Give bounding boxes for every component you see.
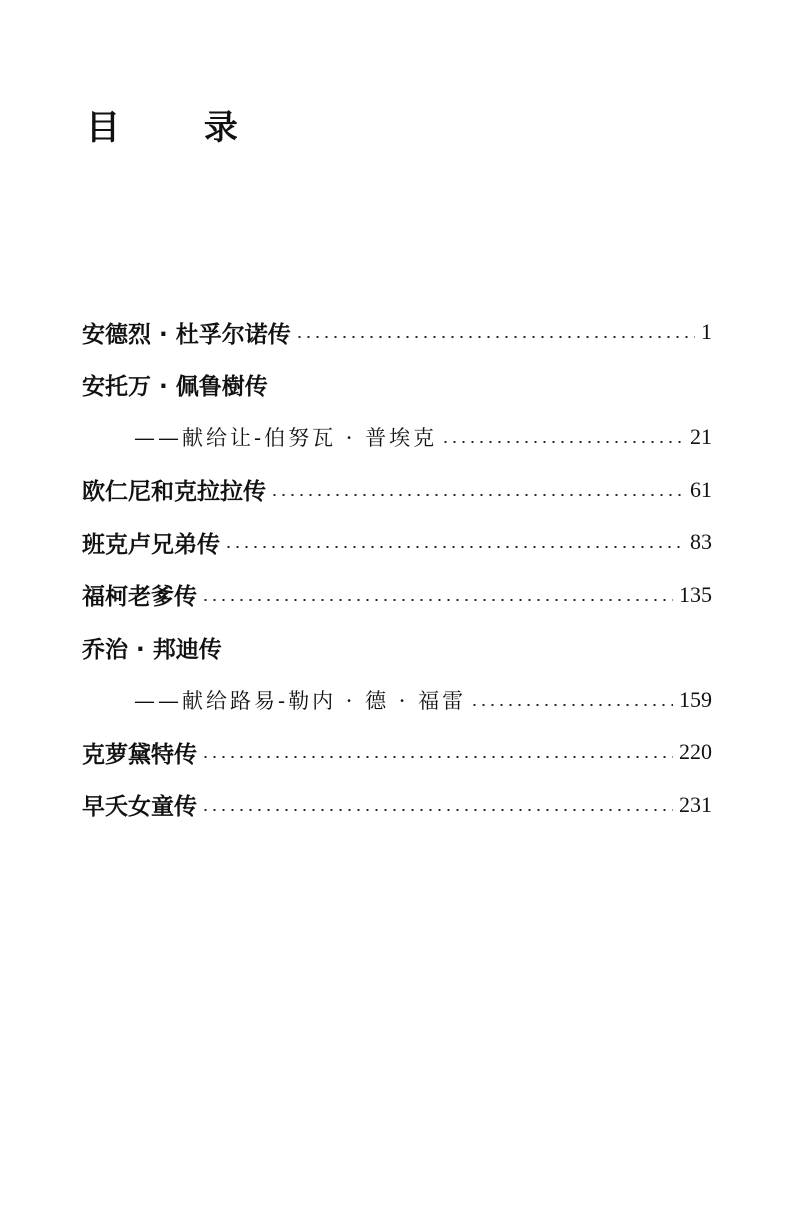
toc-entry-title: 克萝黛特传 bbox=[82, 741, 197, 768]
toc-page-number: 135 bbox=[679, 581, 712, 607]
toc-page-number: 159 bbox=[679, 686, 712, 712]
toc-entry-title: ——献给让-伯努瓦 · 普埃克 bbox=[134, 426, 438, 451]
toc-entry-dedication[interactable] bbox=[82, 411, 712, 464]
toc-entry[interactable] bbox=[82, 306, 712, 359]
toc-entry-title: 早夭女童传 bbox=[82, 794, 197, 821]
toc-entry-title: 乔治 · 邦迪传 bbox=[82, 636, 222, 663]
toc-page-number: 61 bbox=[690, 476, 712, 502]
toc-entry-dedication[interactable] bbox=[82, 674, 712, 727]
toc-entry-title: 班克卢兄弟传 bbox=[82, 531, 220, 558]
toc-entry-title: 安托万 · 佩鲁樹传 bbox=[82, 374, 268, 401]
toc-entry-title: ——献给路易-勒内 · 德 · 福雷 bbox=[134, 688, 467, 713]
toc-entry[interactable] bbox=[82, 516, 712, 569]
toc-page-number: 220 bbox=[679, 739, 712, 765]
dot-leader bbox=[470, 704, 673, 706]
dot-leader bbox=[270, 494, 684, 496]
toc-page-number: 1 bbox=[701, 319, 712, 345]
toc-entry-title: 安德烈 · 杜孚尔诺传 bbox=[82, 321, 291, 348]
dot-leader bbox=[441, 441, 684, 443]
toc-entry-title: 欧仁尼和克拉拉传 bbox=[82, 479, 266, 506]
toc-page-number: 231 bbox=[679, 791, 712, 817]
toc-entry[interactable] bbox=[82, 464, 712, 517]
toc-entry[interactable] bbox=[82, 621, 712, 674]
dot-leader bbox=[224, 546, 684, 548]
toc-entry[interactable] bbox=[82, 359, 712, 412]
toc-page-number: 83 bbox=[690, 529, 712, 555]
toc-entry[interactable] bbox=[82, 569, 712, 622]
toc-page-number: 21 bbox=[690, 424, 712, 450]
dot-leader bbox=[295, 336, 695, 338]
dot-leader bbox=[201, 756, 673, 758]
dot-leader bbox=[201, 599, 673, 601]
toc-entry-title: 福柯老爹传 bbox=[82, 584, 197, 611]
toc-entry[interactable] bbox=[82, 779, 712, 832]
page-title: 目 录 bbox=[86, 108, 274, 148]
dot-leader bbox=[201, 809, 673, 811]
toc-entry[interactable] bbox=[82, 726, 712, 779]
table-of-contents bbox=[82, 306, 712, 831]
